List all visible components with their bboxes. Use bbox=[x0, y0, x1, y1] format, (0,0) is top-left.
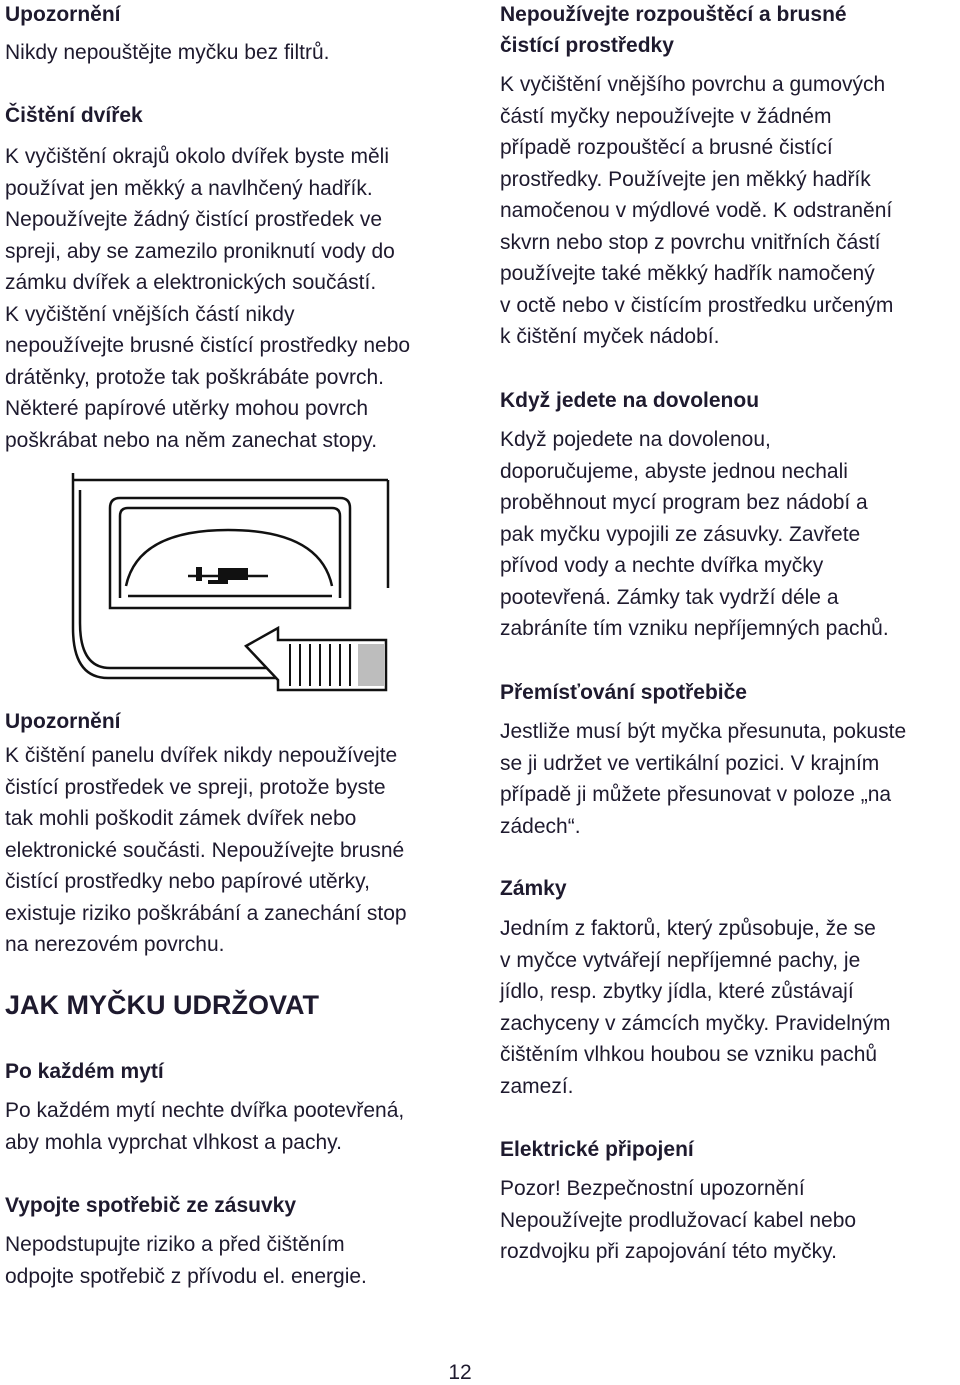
text-line: Po každém mytí nechte dvířka pootevřená, bbox=[5, 1099, 405, 1122]
unplug-body bbox=[5, 1229, 367, 1292]
text-line: částí myčky nepoužívejte v žádném bbox=[500, 104, 832, 128]
door-lock-block bbox=[218, 568, 248, 580]
solvents-title bbox=[500, 0, 847, 61]
door-cleaning-illustration bbox=[68, 468, 393, 700]
text-line: používat jen měkký a navlhčený hadřík. bbox=[5, 176, 373, 200]
text-line: doporučujeme, abyste jednou nechali bbox=[500, 459, 848, 483]
text-line: v myčce vytvářejí nepříjemné pachy, je bbox=[500, 948, 861, 972]
text-line: odpojte spotřebič z přívodu el. energie. bbox=[5, 1264, 367, 1288]
solvents-body bbox=[500, 69, 893, 353]
electrical-body bbox=[500, 1173, 856, 1268]
moving-body bbox=[500, 716, 906, 842]
after-wash-title: Po každém mytí bbox=[5, 1060, 164, 1083]
text-line: čištěním vlhkou houbou se vzniku pachů bbox=[500, 1043, 878, 1066]
door-cleaning-title: Čištění dvířek bbox=[5, 104, 143, 127]
text-line: prostředky. Používejte jen měkký hadřík bbox=[500, 167, 871, 191]
vacation-title: Když jedete na dovolenou bbox=[500, 389, 760, 412]
text-line: Pozor! Bezpečnostní upozornění bbox=[500, 1177, 805, 1200]
text-line: zádech“. bbox=[500, 814, 581, 838]
text-line: skvrn nebo stop z povrchu vnitřních částí bbox=[500, 230, 881, 254]
warning-title: Upozornění bbox=[5, 710, 121, 733]
text-line: nepoužívejte brusné čistící prostředky nebo bbox=[5, 334, 411, 357]
arrow-shading bbox=[358, 644, 384, 686]
text-line: v octě nebo v čistícím prostředku určeným bbox=[500, 293, 894, 317]
text-line: Nepoužívejte žádný čistící prostředek ve bbox=[5, 208, 383, 231]
text-line: namočenou v mýdlové vodě. K odstranění bbox=[500, 199, 893, 222]
text-line: proběhnout mycí program bez nádobí a bbox=[500, 491, 868, 514]
text-line: zabráníte tím vzniku nepříjemných pachů. bbox=[500, 617, 889, 640]
warning-title: Upozornění bbox=[5, 3, 121, 26]
text-line: elektronické součásti. Nepoužívejte brusné bbox=[5, 838, 405, 862]
text-line: spreji, aby se zamezilo proniknutí vody do bbox=[5, 239, 395, 263]
unplug-title: Vypojte spotřebič ze zásuvky bbox=[5, 1194, 296, 1217]
text-line: přívod vody a nechte dvířka myčky bbox=[500, 554, 824, 577]
text-line: případě rozpouštěcí a brusné čistící bbox=[500, 136, 833, 159]
text-line: čistící prostředky nebo papírové utěrky, bbox=[5, 870, 370, 893]
vacation-body bbox=[500, 424, 889, 645]
warning-body bbox=[5, 740, 407, 961]
text-line: jídlo, resp. zbytky jídla, které zůstávají bbox=[500, 980, 854, 1003]
electrical-title: Elektrické připojení bbox=[500, 1138, 694, 1161]
text-line: K čištění panelu dvířek nikdy nepoužívejte bbox=[5, 744, 398, 767]
text-line: Některé papírové utěrky mohou povrch bbox=[5, 397, 369, 420]
text-line: zamezí. bbox=[500, 1074, 574, 1098]
arrow-hatching bbox=[290, 644, 350, 686]
title-line: čistící prostředky bbox=[500, 34, 674, 57]
text-line: případě ji můžete přesunovat v poloze „na bbox=[500, 783, 892, 806]
text-line: K vyčištění vnějšího povrchu a gumových bbox=[500, 73, 886, 96]
text-line: čistící prostředek ve spreji, protože byste bbox=[5, 775, 386, 799]
panel-recess bbox=[120, 508, 340, 598]
text-line: používejte také měkký hadřík namočený bbox=[500, 262, 875, 285]
text-line: Když pojedete na dovolenou, bbox=[500, 428, 771, 451]
text-line: Nepodstupujte riziko a před čištěním bbox=[5, 1233, 345, 1256]
locks-body bbox=[500, 913, 891, 1102]
page-number: 12 bbox=[448, 1361, 472, 1384]
text-line: Nepoužívejte prodlužovací kabel nebo bbox=[500, 1208, 857, 1232]
warning-text: Nikdy nepouštějte myčku bez filtrů. bbox=[5, 41, 330, 64]
text-line: drátěnky, protože tak poškrábáte povrch. bbox=[5, 365, 384, 389]
moving-title: Přemísťování spotřebiče bbox=[500, 681, 747, 704]
text-line: rozdvojku při zapojování této myčky. bbox=[500, 1240, 837, 1263]
locks-title: Zámky bbox=[500, 877, 567, 900]
text-line: K vyčištění vnějších částí nikdy bbox=[5, 302, 295, 326]
text-line: pootevřená. Zámky tak vydrží déle a bbox=[500, 585, 839, 609]
latch-plate bbox=[208, 580, 228, 584]
title-line: Nepoužívejte rozpouštěcí a brusné bbox=[500, 3, 847, 26]
latch-pin bbox=[196, 567, 202, 581]
after-wash-body bbox=[5, 1095, 404, 1158]
text-line: k čištění myček nádobí. bbox=[500, 325, 720, 348]
text-line: K vyčištění okrajů okolo dvířek byste měli bbox=[5, 145, 389, 168]
text-line: Jestliže musí být myčka přesunuta, pokuste bbox=[500, 720, 907, 743]
text-line: zachyceny v zámcích myčky. Pravidelným bbox=[500, 1011, 891, 1035]
text-line: zámku dvířek a elektronických součástí. bbox=[5, 271, 377, 294]
text-line: aby mohla vyprchat vlhkost a pachy. bbox=[5, 1130, 342, 1154]
text-line: se ji udržet ve vertikální pozici. V krajním bbox=[500, 751, 880, 775]
text-line: existuje riziko poškrábání a zanechání stop bbox=[5, 901, 407, 925]
text-line: na nerezovém povrchu. bbox=[5, 933, 225, 956]
text-line: tak mohli poškodit zámek dvířek nebo bbox=[5, 807, 357, 830]
text-line: pak myčku vypojili ze zásuvky. Zavřete bbox=[500, 522, 861, 546]
dishwasher-door-drawing bbox=[68, 468, 393, 700]
section-heading: JAK MYČKU UDRŽOVAT bbox=[5, 990, 319, 1020]
text-line: Jedním z faktorů, který způsobuje, že se bbox=[500, 917, 876, 940]
door-cleaning-body bbox=[5, 141, 410, 456]
text-line: poškrábat nebo na něm zanechat stopy. bbox=[5, 428, 378, 452]
